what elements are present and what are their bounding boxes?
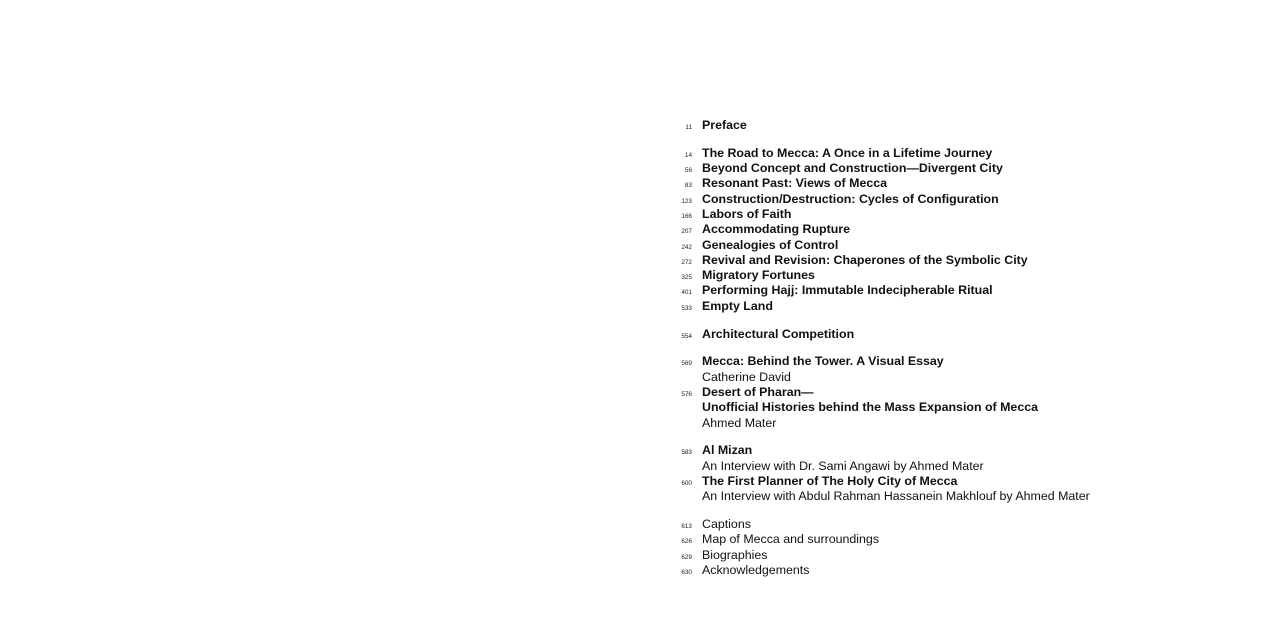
page-number: 629 (681, 553, 692, 561)
entry-subtitle: Acknowledgements (702, 562, 810, 577)
entry-title: Unofficial Histories behind the Mass Expansion of Mecca (702, 400, 1038, 415)
table-of-contents (672, 118, 1272, 591)
page-number: 600 (681, 479, 692, 487)
toc-entry (672, 222, 1272, 237)
entry-title: Desert of Pharan— (702, 384, 814, 399)
toc-group (672, 327, 1272, 342)
toc-entry (672, 370, 1272, 385)
toc-entry (672, 238, 1272, 253)
entry-title: Resonant Past: Views of Mecca (702, 176, 888, 191)
entry-subtitle: Catherine David (702, 369, 791, 384)
toc-entry (672, 400, 1272, 415)
toc-entry (672, 474, 1272, 489)
toc-group (672, 443, 1272, 504)
toc-entry (672, 327, 1272, 342)
toc-entry (672, 416, 1272, 431)
toc-entry (672, 548, 1272, 563)
entry-title: Labors of Faith (702, 206, 792, 221)
entry-subtitle: Captions (702, 517, 751, 532)
entry-title: Revival and Revision: Chaperones of the Symbolic City (702, 252, 1028, 267)
toc-group (672, 517, 1272, 578)
page-number: 166 (681, 212, 692, 220)
entry-title: Performing Hajj: Immutable Indecipherable Ritual (702, 283, 993, 298)
toc-entry (672, 268, 1272, 283)
page-number: 630 (681, 568, 692, 576)
toc-entry (672, 443, 1272, 458)
page-number: 11 (685, 124, 692, 131)
entry-title: The Road to Mecca: A Once in a Lifetime Journey (702, 145, 993, 160)
toc-entry (672, 283, 1272, 298)
entry-subtitle: Map of Mecca and surroundings (702, 532, 880, 547)
toc-entry (672, 563, 1272, 578)
entry-title: Preface (702, 118, 747, 132)
toc-entry (672, 207, 1272, 222)
page-number: 56 (684, 167, 692, 175)
entry-title: Accommodating Rupture (702, 222, 851, 237)
entry-title: The First Planner of The Holy City of Mecca (702, 473, 958, 488)
entry-title: Genealogies of Control (702, 237, 839, 252)
page-number: 401 (681, 289, 692, 297)
entry-subtitle: An Interview with Abdul Rahman Hassanein Makhlouf by Ahmed Mater (702, 489, 1090, 504)
toc-entry (672, 146, 1272, 161)
page-number: 569 (681, 360, 692, 368)
toc-entry (672, 161, 1272, 176)
toc-entry (672, 253, 1272, 268)
toc-group (672, 146, 1272, 314)
toc-entry (672, 118, 1272, 133)
entry-title: Beyond Concept and Construction—Divergent City (702, 161, 1003, 176)
entry-subtitle: Biographies (702, 547, 768, 562)
toc-group (672, 118, 1272, 133)
page-number: 583 (681, 449, 692, 457)
entry-subtitle: Ahmed Mater (702, 415, 777, 430)
entry-title: Empty Land (702, 298, 773, 313)
toc-entry (672, 354, 1272, 369)
entry-title: Architectural Competition (702, 326, 855, 341)
toc-entry (672, 385, 1272, 400)
entry-title: Al Mizan (702, 443, 753, 458)
page-number: 626 (681, 538, 692, 546)
entry-title: Migratory Fortunes (702, 268, 815, 283)
toc-entry (672, 532, 1272, 547)
toc-entry (672, 517, 1272, 532)
page-number: 123 (681, 197, 692, 205)
entry-title: Construction/Destruction: Cycles of Configuration (702, 191, 999, 206)
page-number: 242 (681, 243, 692, 251)
page-number: 83 (684, 182, 692, 190)
entry-title: Mecca: Behind the Tower. A Visual Essay (702, 354, 944, 369)
toc-entry (672, 459, 1272, 474)
toc-entry (672, 176, 1272, 191)
toc-group (672, 354, 1272, 430)
page-number: 576 (681, 390, 692, 398)
page-number: 613 (681, 523, 692, 531)
toc-entry (672, 299, 1272, 314)
page-number: 554 (681, 332, 692, 340)
toc-entry (672, 489, 1272, 504)
page-number: 207 (681, 228, 692, 236)
page-number: 533 (681, 304, 692, 312)
toc-entry (672, 192, 1272, 207)
entry-subtitle: An Interview with Dr. Sami Angawi by Ahmed Mater (702, 458, 984, 473)
page-number: 325 (681, 274, 692, 282)
page-number: 272 (681, 258, 692, 266)
page-number: 14 (684, 151, 692, 159)
